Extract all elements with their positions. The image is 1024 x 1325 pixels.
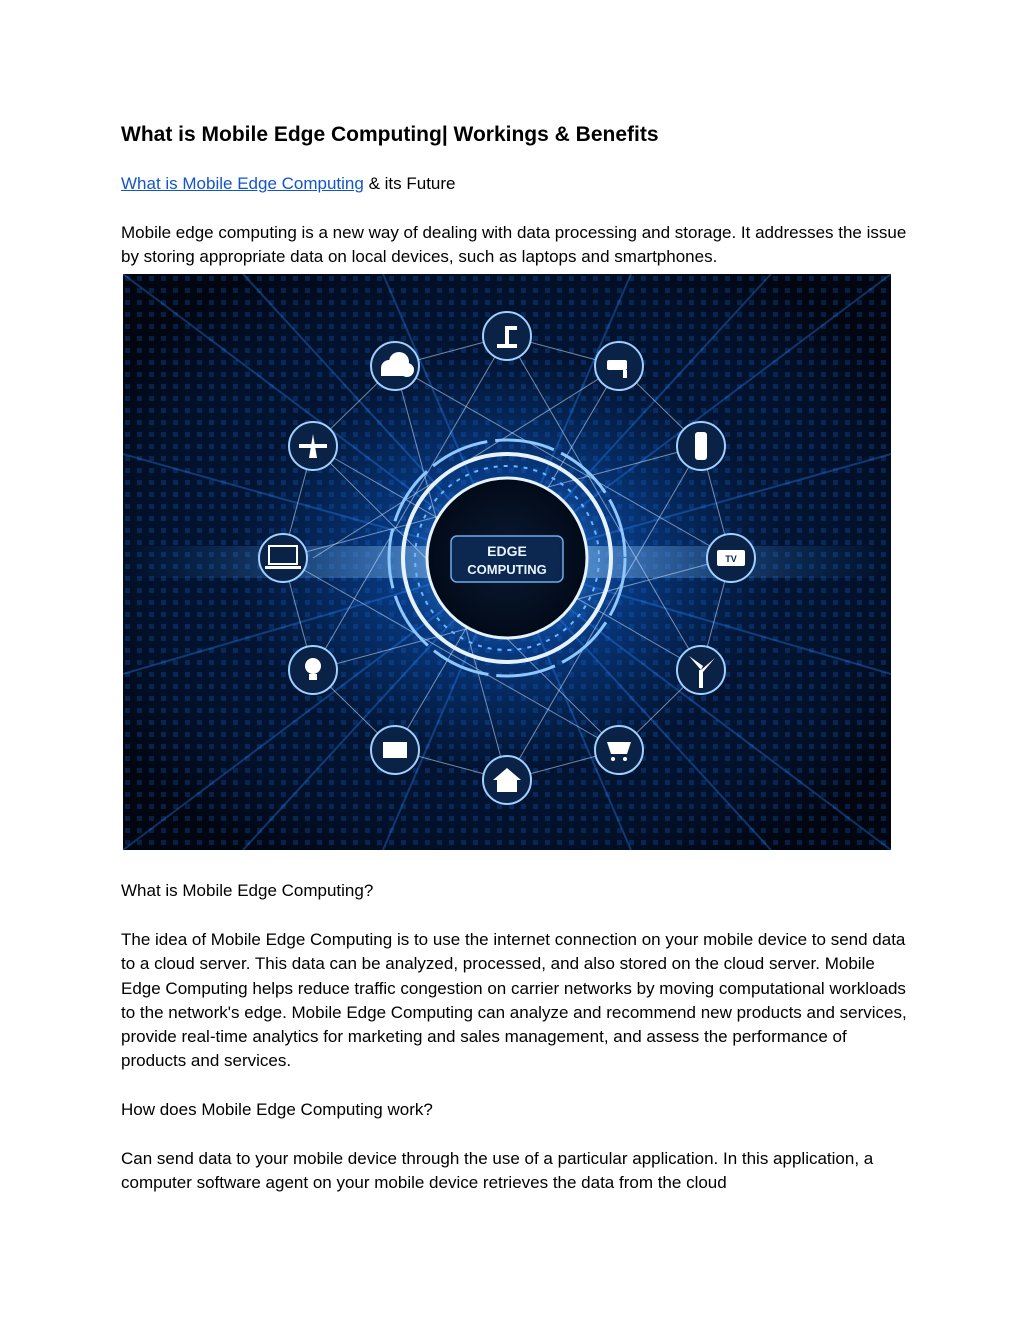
traffic-light-icon [695,432,707,460]
section-heading-how-it-works: How does Mobile Edge Computing work? [121,1100,433,1119]
intro-rest: & its Future [363,174,456,193]
paragraph-2: The idea of Mobile Edge Computing is to use the internet connection on your mobile device to send data to a cloud server. This data can be analyzed, processed, and also stored on the cloud server. Mobile Edge Computing helps reduce traffic congestion on carrier networks by moving computational workloads to the network's edge. Mobile Edge Computing can analyze and recommend new products and services, provide real-time analytics for marketing and sales management, and assess the performance of products and services. [121,930,907,1071]
section-heading-what-is: What is Mobile Edge Computing? [121,881,374,900]
tv-icon [717,550,745,566]
edge-computing-image [123,274,891,850]
center-label-line-2: COMPUTING [467,562,547,577]
paragraph-3: Can send data to your mobile device through the use of a particular application. In this application, a computer software agent on your mobile device retrieves the data from the cloud [121,1149,874,1193]
mail-icon [383,742,407,758]
page-title: What is Mobile Edge Computing| Workings & Benefits [121,123,659,146]
tv-label: TV [725,554,737,564]
intro-link[interactable]: What is Mobile Edge Computing [121,174,364,193]
paragraph-1: Mobile edge computing is a new way of dealing with data processing and storage. It addresses the issue by storing appropriate data on local devices, such as laptops and smartphones. [121,223,907,267]
intro-line [121,172,911,196]
center-label-line-1: EDGE [487,543,527,559]
